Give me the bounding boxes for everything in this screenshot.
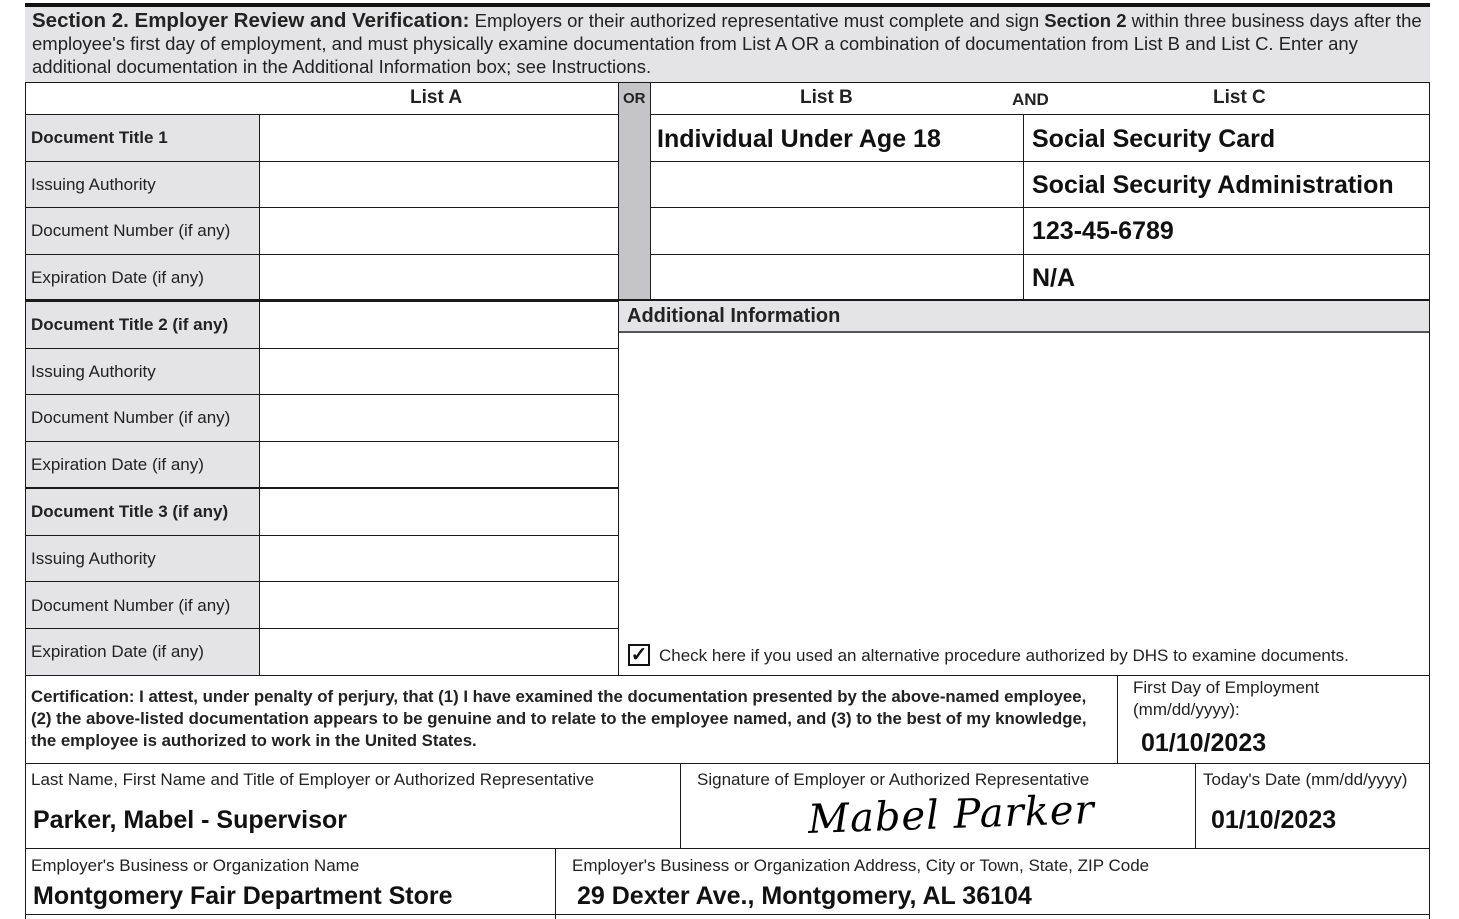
doc-2-divider (25, 487, 619, 489)
list-b-doc-title-field[interactable]: Individual Under Age 18 (657, 125, 941, 153)
list-a-right-rule (618, 82, 619, 675)
row-rule (25, 207, 619, 208)
row-rule (25, 394, 619, 395)
list-b-doc-number-field[interactable] (657, 219, 1017, 249)
list-bc-bottom-rule (619, 299, 1430, 301)
row-rule (650, 161, 1430, 162)
business-name-label: Employer's Business or Organization Name (31, 856, 360, 875)
business-address-value[interactable]: 29 Dexter Ave., Montgomery, AL 36104 (577, 882, 1032, 910)
doc-number-1-label: Document Number (if any) (31, 221, 231, 240)
doc-title-1-label: Document Title 1 (31, 128, 168, 147)
list-a-doc-number-2-field[interactable] (260, 395, 618, 440)
row-rule (25, 161, 619, 162)
employer-name-value[interactable]: Parker, Mabel - Supervisor (33, 806, 348, 834)
table-bottom-rule (25, 675, 1430, 676)
doc-1-divider (25, 299, 619, 302)
colhead-rule-left (25, 114, 619, 115)
colhead-rule-right (650, 114, 1430, 115)
section-title: Section 2. Employer Review and Verification: (32, 9, 470, 32)
list-a-doc-number-1-field[interactable] (260, 208, 618, 253)
expiration-date-2-label: Expiration Date (if any) (31, 455, 204, 474)
expiration-date-3-label: Expiration Date (if any) (31, 642, 204, 661)
or-label: OR (623, 90, 646, 107)
header-bottom-rule (25, 82, 1430, 83)
list-a-issuing-authority-2-field[interactable] (260, 349, 618, 394)
doc-number-3-label: Document Number (if any) (31, 596, 231, 615)
issuing-authority-3-label: Issuing Authority (31, 549, 156, 568)
employer-name-label: Last Name, First Name and Title of Employer or Authorized Representative (31, 770, 595, 789)
certification-text: Certification: I attest, under penalty of perjury, that (1) I have examined the documentation presented by the above-named employee, (2) the above-listed documentation appears to be genuine and to relate to the employee named, and (3) to the best of my knowledge, the employee is authorized to work in the United States. (31, 687, 1087, 750)
header-text-1: Employers or their authorized representative must complete and sign (469, 10, 1045, 31)
list-a-header: List A (410, 87, 463, 108)
list-a-issuing-authority-3-field[interactable] (260, 536, 618, 581)
first-day-col-rule (1117, 675, 1118, 763)
row-rule (650, 207, 1430, 208)
list-a-expiration-date-1-field[interactable] (260, 255, 618, 299)
list-b-expiration-date-field[interactable] (657, 266, 1017, 296)
today-date-label: Today's Date (mm/dd/yyyy) (1203, 770, 1408, 789)
list-bc-divider (1023, 114, 1024, 300)
address-col-rule (555, 848, 556, 919)
alt-procedure-label: Check here if you used an alternative procedure authorized by DHS to examine documents. (659, 646, 1349, 665)
list-c-expiration-date-field[interactable]: N/A (1032, 264, 1076, 292)
employer-signature[interactable]: Mabel Parker (807, 787, 1096, 843)
and-label: AND (1012, 90, 1049, 109)
additional-info-header-rule (619, 331, 1429, 333)
list-b-header: List B (800, 87, 853, 108)
alt-procedure-checkbox[interactable]: ✓ (628, 644, 650, 666)
row-rule (25, 254, 619, 255)
list-a-doc-number-3-field[interactable] (260, 582, 618, 627)
list-a-doc-title-3-field[interactable] (260, 489, 618, 534)
additional-info-area[interactable] (620, 334, 1428, 634)
doc-number-2-label: Document Number (if any) (31, 408, 231, 427)
row-rule (25, 348, 619, 349)
cert-bottom-rule (25, 763, 1430, 764)
first-day-format-label: (mm/dd/yyyy): (1133, 700, 1240, 719)
row-rule (25, 535, 619, 536)
list-a-doc-title-1-field[interactable] (260, 115, 618, 160)
signature-col-rule (680, 763, 681, 848)
header-text-2: within three business days after the employee's first day of employment, and must physically examine documentation from List A OR a combination of documentation from List B and List C. Enter any additional documentation in the Additional Information box; see Instructions. (32, 10, 1422, 77)
list-a-expiration-date-2-field[interactable] (260, 442, 618, 487)
list-c-doc-title-field[interactable]: Social Security Card (1032, 125, 1276, 153)
signature-label: Signature of Employer or Authorized Representative (697, 770, 1090, 789)
list-c-header: List C (1213, 87, 1266, 108)
row-rule (25, 581, 619, 582)
business-address-label: Employer's Business or Organization Address, City or Town, State, ZIP Code (572, 856, 1150, 875)
section-header-text (32, 9, 1422, 78)
list-b-issuing-authority-field[interactable] (657, 173, 1017, 203)
list-a-issuing-authority-1-field[interactable] (260, 162, 618, 207)
list-a-doc-title-2-field[interactable] (260, 302, 618, 347)
row-rule (25, 441, 619, 442)
first-day-label: First Day of Employment (1133, 678, 1320, 697)
signature-row-bottom-rule (25, 848, 1430, 849)
today-date-value[interactable]: 01/10/2023 (1211, 806, 1337, 834)
list-a-expiration-date-3-field[interactable] (260, 629, 618, 674)
row-rule (25, 628, 619, 629)
list-c-issuing-authority-field[interactable]: Social Security Administration (1032, 171, 1394, 199)
first-day-value[interactable]: 01/10/2023 (1141, 729, 1267, 757)
list-c-doc-number-field[interactable]: 123-45-6789 (1032, 217, 1174, 245)
business-name-value[interactable]: Montgomery Fair Department Store (33, 882, 453, 910)
issuing-authority-1-label: Issuing Authority (31, 175, 156, 194)
doc-title-3-label: Document Title 3 (if any) (31, 502, 229, 521)
label-col-rule (259, 114, 260, 675)
or-col-right-rule (650, 82, 651, 300)
business-row-bottom-rule (25, 914, 1430, 915)
date-col-rule (1195, 763, 1196, 848)
row-rule (650, 254, 1430, 255)
additional-info-title: Additional Information (627, 305, 841, 327)
expiration-date-1-label: Expiration Date (if any) (31, 268, 204, 287)
doc-title-2-label: Document Title 2 (if any) (31, 315, 229, 334)
section-ref: Section 2 (1044, 10, 1127, 31)
issuing-authority-2-label: Issuing Authority (31, 362, 156, 381)
or-column (619, 82, 650, 300)
